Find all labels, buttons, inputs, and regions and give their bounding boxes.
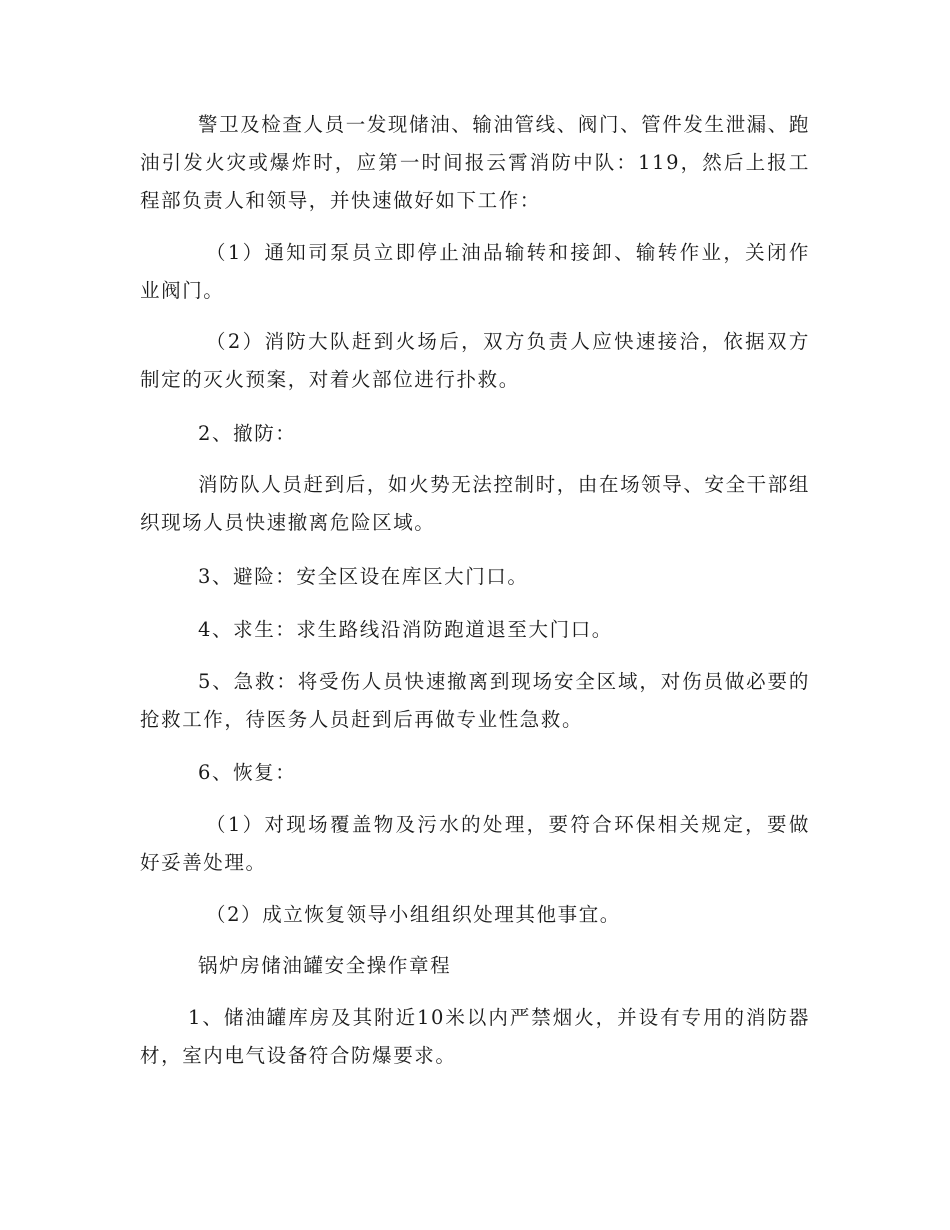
- paragraph-recovery-team: （2）成立恢复领导小组组织处理其他事宜。: [206, 903, 621, 926]
- paragraph-recovery-cleanup: （1）对现场覆盖物及污水的处理，要符合环保相关规定，要做好妥善处理。: [140, 813, 810, 874]
- heading-evacuate: 2、撤防：: [198, 422, 297, 445]
- paragraph-survival: 4、求生：求生路线沿消防跑道退至大门口。: [198, 618, 613, 641]
- paragraph-alarm-report: 警卫及检查人员一发现储油、输油管线、阀门、管件发生泄漏、跑油引发火灾或爆炸时，应第一时间报云霄消防中队：119，然后上报工程部负责人和领导，并快速做好如下工作：: [140, 113, 810, 212]
- paragraph-first-aid: 5、急救：将受伤人员快速撤离到现场安全区域，对伤员做必要的抢救工作，待医务人员赶到后再做专业性急救。: [140, 670, 810, 731]
- paragraph-fire-fighting: （2）消防大队赶到火场后，双方负责人应快速接洽，依据双方制定的灭火预案，对着火部位进行扑救。: [140, 330, 810, 391]
- paragraph-tank-rule-1: 1、储油罐库房及其附近10米以内严禁烟火，并设有专用的消防器材，室内电气设备符合防爆要求。: [140, 1006, 810, 1067]
- paragraph-stop-pump: （1）通知司泵员立即停止油品输转和接卸、输转作业，关闭作业阀门。: [140, 241, 810, 302]
- heading-recovery: 6、恢复：: [198, 761, 297, 784]
- section-title-boiler-tank: 锅炉房储油罐安全操作章程: [198, 954, 452, 977]
- paragraph-refuge: 3、避险：安全区设在库区大门口。: [198, 565, 529, 588]
- paragraph-evacuate: 消防队人员赶到后，如火势无法控制时，由在场领导、安全干部组织现场人员快速撤离危险区域。: [140, 473, 810, 534]
